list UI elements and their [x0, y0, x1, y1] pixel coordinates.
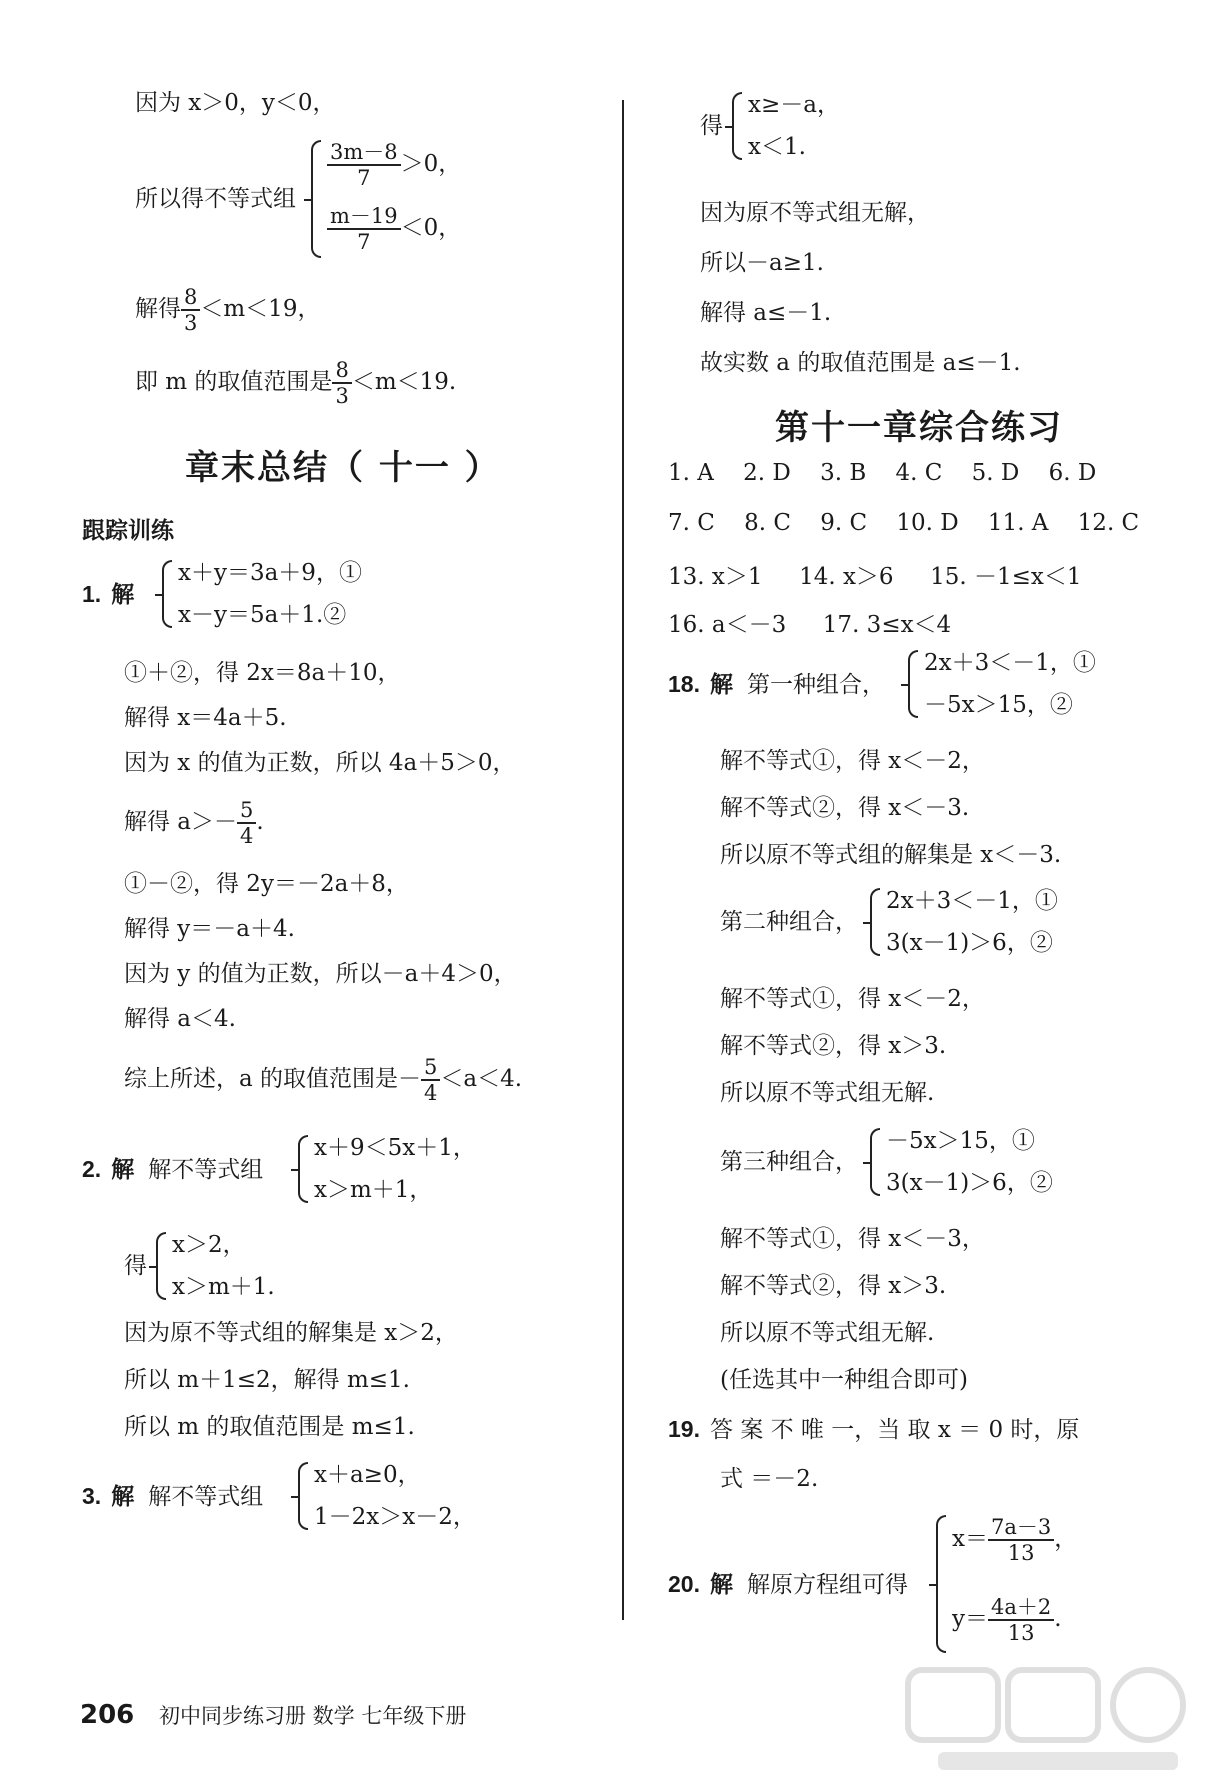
- text-line: 所以原不等式组无解.: [720, 1320, 935, 1346]
- column-divider: [622, 100, 624, 1620]
- brace: [298, 1135, 308, 1203]
- answer: 17. 3≤x＜4: [822, 612, 952, 638]
- answer-row: [668, 606, 951, 639]
- question-18-system-2: [720, 888, 1180, 958]
- text-line: 解得 $\frac{8}{3}$ ＜m＜19，: [135, 285, 321, 336]
- answer: 11. A: [987, 510, 1049, 536]
- text-line: 解不等式①，得 x＜－2，: [720, 986, 985, 1012]
- derived-system: [700, 92, 1000, 162]
- question-18-system-1: [668, 650, 1188, 720]
- answer: 7. C: [668, 510, 715, 536]
- system-row: 3(x－1)＞6，②: [886, 930, 1053, 956]
- page-number: 206: [80, 1700, 135, 1730]
- answer: 10. D: [896, 510, 959, 536]
- text-line: ①－②，得 2y＝－2a＋8，: [124, 871, 409, 897]
- system-row: x＞m＋1.: [172, 1274, 275, 1300]
- text-line: (任选其中一种组合即可): [720, 1367, 968, 1393]
- book-title: 初中同步练习册 数学 七年级下册: [158, 1704, 467, 1728]
- brace: [908, 650, 918, 718]
- text-line: 解得 y＝－a＋4.: [124, 916, 295, 942]
- text-line: 解不等式①，得 x＜－2，: [720, 748, 985, 774]
- text-line: 式 ＝－2.: [720, 1466, 819, 1492]
- text-line: 解得 a≤－1.: [700, 300, 832, 326]
- text-line: 解不等式①，得 x＜－3，: [720, 1226, 985, 1252]
- fraction: $\frac{3m-8}{7}$: [327, 140, 401, 190]
- system-row: x≥－a，: [748, 92, 840, 118]
- system-row: x＝ $\frac{7a-3}{13}$ ，: [952, 1515, 1078, 1566]
- brace: [870, 888, 880, 956]
- section-title: 章末总结（ 十一 ）: [185, 448, 501, 488]
- question-label: 20. 解 解原方程组可得: [668, 1571, 908, 1598]
- question-label: 1. 解: [82, 581, 135, 608]
- system-row: x＞m＋1，: [314, 1177, 433, 1203]
- text-line: 因为 x＞0，y＜0，: [135, 90, 336, 116]
- text-line: 因为 y 的值为正数，所以－a＋4＞0，: [124, 961, 517, 987]
- text-line: 因为原不等式组的解集是 x＞2，: [124, 1320, 458, 1346]
- fraction: $\frac{8}{3}$: [332, 358, 351, 408]
- text-line: 解不等式②，得 x＞3.: [720, 1033, 947, 1059]
- text-line: 综上所述，a 的取值范围是－ $\frac{5}{4}$ ＜a＜4.: [124, 1055, 523, 1106]
- brace: [311, 140, 321, 258]
- system-row: x＋9＜5x＋1，: [314, 1135, 476, 1161]
- system-row: $\frac{m-19}{7}$ ＜0，: [327, 204, 461, 254]
- answer: 13. x＞1: [668, 564, 763, 590]
- text-line: 解不等式②，得 x＜－3.: [720, 795, 970, 821]
- system-row: －5x＞15，②: [924, 692, 1073, 718]
- brace: [936, 1515, 946, 1653]
- text-line: 所以 m 的取值范围是 m≤1.: [124, 1414, 415, 1440]
- system-label: 所以得不等式组: [135, 186, 296, 212]
- text-line: 所以 m＋1≤2，解得 m≤1.: [124, 1367, 410, 1393]
- system-row: x＞2，: [172, 1232, 246, 1258]
- answer: 2. D: [743, 460, 791, 486]
- question-20-system: [668, 1515, 1188, 1655]
- answer-row: [668, 510, 1139, 536]
- question-1-system: [82, 560, 562, 630]
- answer: 16. a＜－3: [668, 612, 787, 638]
- answer: 12. C: [1077, 510, 1140, 536]
- answer: 8. C: [744, 510, 791, 536]
- system-label: 得: [124, 1253, 147, 1279]
- question-18-system-3: [720, 1128, 1180, 1198]
- section-title: 第十一章综合练习: [775, 408, 1063, 448]
- question-label: 2. 解 解不等式组: [82, 1156, 264, 1183]
- question-label: 3. 解 解不等式组: [82, 1483, 264, 1510]
- brace: [732, 92, 742, 160]
- brace: [298, 1462, 308, 1530]
- text-line: 故实数 a 的取值范围是 a≤－1.: [700, 350, 1021, 376]
- text-line: 解得 x＝4a＋5.: [124, 705, 287, 731]
- system-label: 得: [700, 113, 723, 139]
- answer: 6. D: [1048, 460, 1097, 486]
- text-line: 所以原不等式组的解集是 x＜－3.: [720, 842, 1062, 868]
- answer: 4. C: [895, 460, 943, 486]
- system-row: 1－2x＞x－2，: [314, 1504, 476, 1530]
- system-row: x＜1.: [748, 134, 806, 160]
- text-line: ①＋②，得 2x＝8a＋10，: [124, 660, 401, 686]
- system-row: x＋a≥0，: [314, 1462, 421, 1488]
- fraction: $\frac{5}{4}$: [421, 1055, 440, 1105]
- brace: [162, 560, 172, 628]
- text-line: 因为 x 的值为正数，所以 4a＋5＞0，: [124, 750, 516, 776]
- system-row: 2x＋3＜－1，①: [924, 650, 1096, 676]
- question-19: 19. 答 案 不 唯 一，当 取 x ＝ 0 时，原: [668, 1416, 1080, 1443]
- text-line: 解得 a＞－ $\frac{5}{4}$ .: [124, 798, 264, 849]
- text-line: 解不等式②，得 x＞3.: [720, 1273, 947, 1299]
- system-label: 第三种组合，: [720, 1149, 858, 1175]
- system-label: 第二种组合，: [720, 909, 858, 935]
- system-row: x＋y＝3a＋9，①: [178, 560, 362, 586]
- fraction: $\frac{7a-3}{13}$: [988, 1515, 1054, 1565]
- system-row: y＝ $\frac{4a+2}{13}$ .: [952, 1595, 1062, 1646]
- answer: 15. －1≤x＜1: [930, 564, 1082, 590]
- text-line: 所以原不等式组无解.: [720, 1080, 935, 1106]
- fraction: $\frac{8}{3}$: [181, 285, 200, 335]
- question-2-system: [82, 1135, 562, 1205]
- derived-system: [124, 1232, 424, 1302]
- fraction: $\frac{m-19}{7}$: [327, 204, 401, 254]
- text-line: 解得 a＜4.: [124, 1006, 236, 1032]
- fraction: $\frac{5}{4}$: [237, 798, 256, 848]
- answer: 1. A: [668, 460, 714, 486]
- answer: 5. D: [971, 460, 1020, 486]
- fraction: $\frac{4a+2}{13}$: [988, 1595, 1054, 1645]
- answer-row: [668, 558, 1082, 591]
- system-row: x－y＝5a＋1.②: [178, 602, 347, 628]
- answer: 3. B: [820, 460, 867, 486]
- brace: [870, 1128, 880, 1196]
- watermark-logo: [898, 1660, 1198, 1780]
- subheading: 跟踪训练: [82, 518, 174, 544]
- text-line: 因为原不等式组无解，: [700, 200, 930, 226]
- answer: 9. C: [820, 510, 868, 536]
- system-row: 3(x－1)＞6，②: [886, 1170, 1053, 1196]
- system-row: $\frac{3m-8}{7}$ ＞0，: [327, 140, 461, 190]
- inequality-system-1: [135, 140, 535, 260]
- answer-row: [668, 460, 1096, 486]
- question-3-system: [82, 1462, 562, 1532]
- text-line: 所以－a≥1.: [700, 250, 824, 276]
- answer: 14. x＞6: [799, 564, 894, 590]
- text-line: 即 m 的取值范围是 $\frac{8}{3}$ ＜m＜19.: [135, 358, 457, 409]
- question-label: 18. 解 第一种组合，: [668, 671, 885, 698]
- page-footer: [80, 1700, 466, 1730]
- system-row: －5x＞15，①: [886, 1128, 1035, 1154]
- system-row: 2x＋3＜－1，①: [886, 888, 1058, 914]
- brace: [156, 1232, 166, 1300]
